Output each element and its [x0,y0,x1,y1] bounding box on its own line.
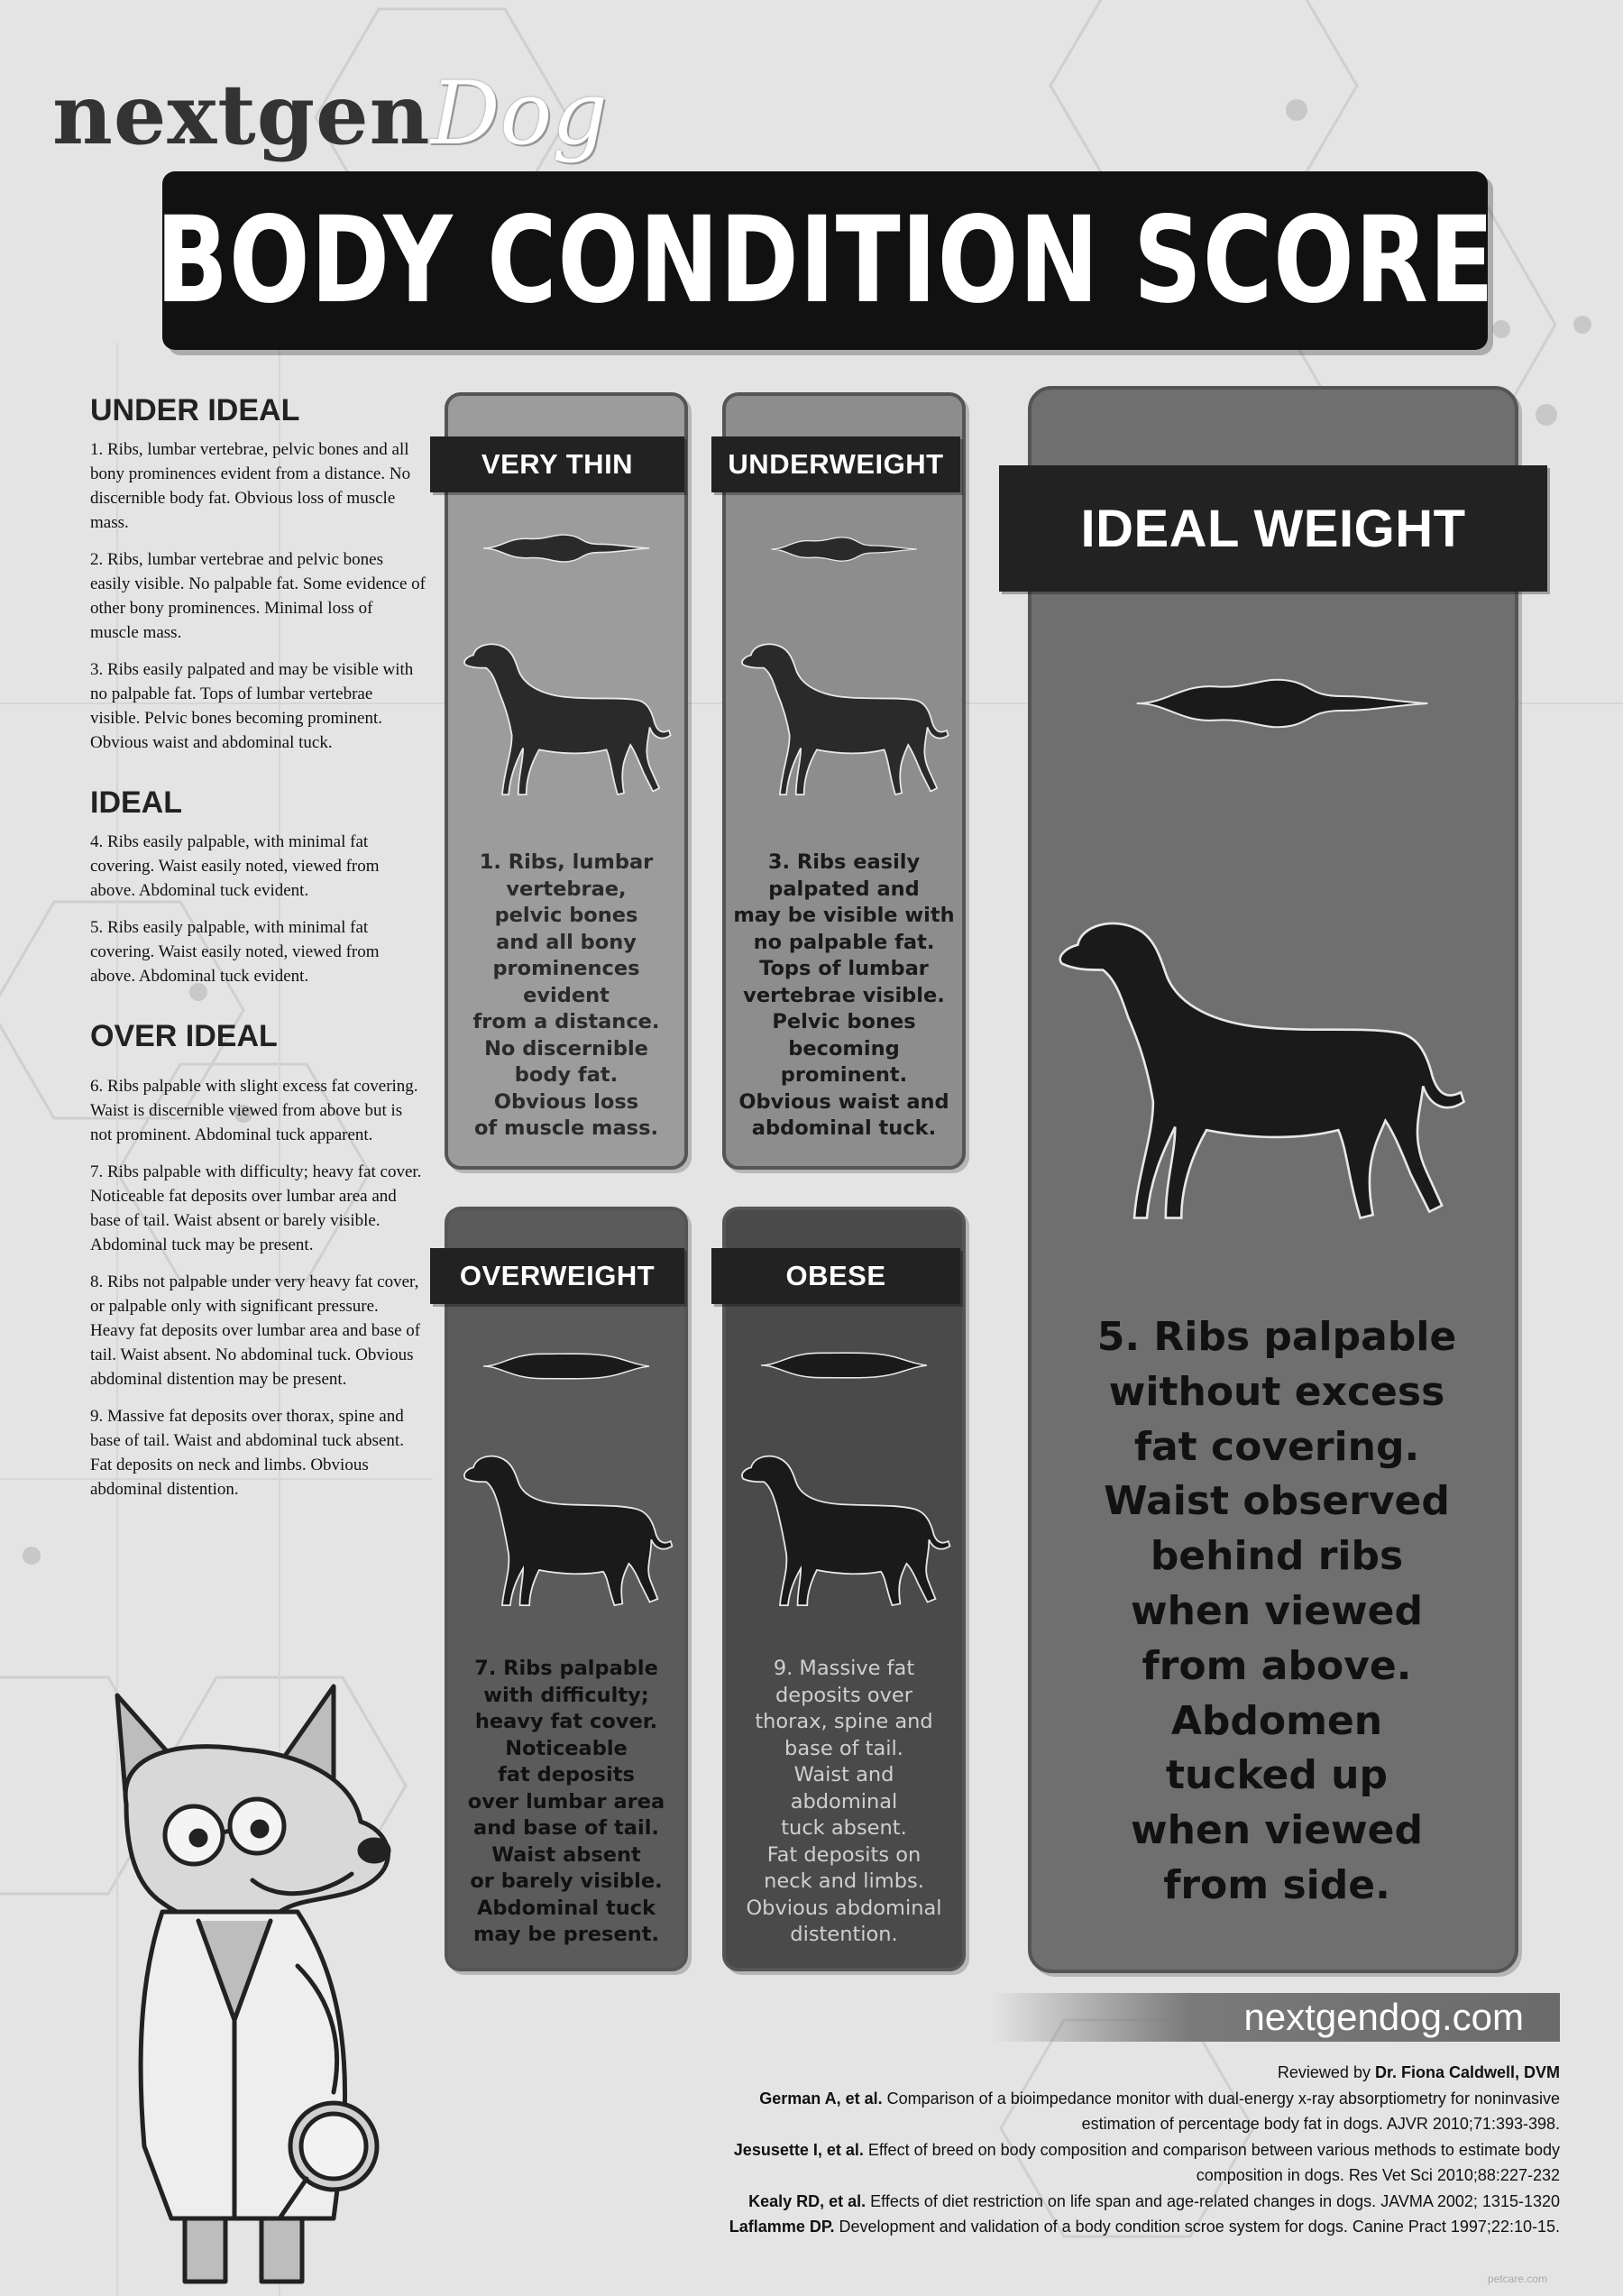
line: Waist observed [1104,1478,1450,1525]
card-underweight [722,392,966,1170]
line: distention. [790,1923,898,1946]
line: 5. Ribs palpable [1096,1314,1457,1360]
score-description: 1. Ribs, lumbar vertebrae, pelvic bones and all bony prominences evident from a distance. No discernible body fat. Obvious loss of muscle mass. [90,440,411,532]
line: 9. Massive fat [773,1657,915,1680]
line: Waist and [793,1763,894,1786]
line: and all bony [496,930,637,954]
score-description: 9. Massive fat deposits over thorax, spine and base of tail. Waist and abdominal tuck absent. Fat deposits on neck and limbs. Obvious abdominal distention. [90,1407,404,1499]
line: of muscle mass. [473,1116,659,1140]
line: Abdomen [1170,1697,1383,1744]
line: 1. Ribs, lumbar [479,850,654,874]
brand-name: nextgen [52,66,431,163]
brand-script: Dog [430,63,608,164]
line: thorax, spine and [755,1710,933,1733]
score-description: 6. Ribs palpable with slight excess fat covering. Waist is discernible viewed from above but is not prominent. Abdominal tuck apparent. [90,1077,418,1144]
top-view-thin-icon [481,528,652,569]
line: with difficulty; [483,1683,649,1707]
dog-scientist-mascot [63,1641,424,2296]
line: Tops of lumbar [759,957,929,980]
section-under-ideal [90,393,426,755]
line: from above. [1142,1642,1412,1689]
reference-item-cont: composition in dogs. Res Vet Sci 2010;88:227-232 [1196,2166,1560,2184]
watermark: petcare.com [1488,2273,1548,2285]
line: evident [523,983,610,1007]
line: vertebrae, [506,877,627,901]
line: tucked up [1166,1752,1388,1799]
line: without excess [1108,1368,1445,1415]
line: pelvic bones [494,904,638,927]
section-heading: OVER IDEAL [90,1019,278,1053]
line: may be visible with [733,904,955,927]
line: Abdominal tuck [476,1896,656,1920]
reference-item: Jesusette I, et al. Effect of breed on body composition and comparison between various methods to estimate body [733,2140,1560,2159]
line: Obvious abdominal [746,1896,942,1920]
card-description [457,850,675,1143]
dog-silhouette-icon [1050,893,1473,1235]
line: from a distance. [472,1010,660,1033]
line: from side. [1163,1861,1390,1908]
line: Obvious waist and [738,1089,949,1114]
score-description: 4. Ribs easily palpable, with minimal fat covering. Waist easily noted, viewed from above. Abdominal tuck evident. [90,832,380,900]
top-view-thin-icon [758,531,930,567]
line: 7. Ribs palpable [474,1657,658,1680]
section-ideal [90,785,426,988]
top-view-ideal-icon [1093,667,1472,739]
dog-silhouette-icon [737,1446,953,1607]
score-description: 5. Ribs easily palpable, with minimal fat covering. Waist easily noted, viewed from above. Abdominal tuck evident. [90,918,380,986]
line: vertebrae visible. [743,983,945,1007]
card-very-thin [445,392,688,1170]
line: Fat deposits on [766,1842,922,1867]
top-view-overweight-icon [481,1344,652,1389]
line: fat deposits [498,1763,635,1786]
title-banner [155,171,1495,350]
line: and base of tail. [473,1816,659,1840]
line: may be present. [472,1923,660,1946]
line: body fat. [514,1063,619,1087]
reference-item: Laflamme DP. Development and validation of a body condition scroe system for dogs. Canine Pract 1997;22:10-15. [729,2218,1560,2236]
references [658,2060,1560,2240]
reviewed-by: Reviewed by Dr. Fiona Caldwell, DVM [1277,2063,1560,2081]
line: Obvious loss [493,1089,639,1114]
score-description: 7. Ribs palpable with difficulty; heavy fat cover. Noticeable fat deposits over lumbar area and base of tail. Waist absent or barely visible. Abdominal tuck may be present. [90,1162,422,1254]
line: 3. Ribs easily [767,850,921,874]
top-view-obese-icon [758,1340,930,1391]
line: when viewed [1130,1587,1424,1634]
line: Noticeable [505,1736,628,1760]
card-label: OVERWEIGHT [430,1248,684,1304]
line: neck and limbs. [764,1869,924,1893]
line: heavy fat cover. [474,1710,658,1733]
reference-item: Kealy RD, et al. Effects of diet restriction on life span and age-related changes in dogs. JAVMA 2002; 1315-1320 [748,2191,1560,2210]
line: abdominal tuck. [751,1116,937,1140]
section-heading: UNDER IDEAL [90,393,300,427]
line: Waist absent [491,1842,641,1867]
line: or barely visible. [470,1869,663,1893]
page-title: BODY CONDITION SCORE [155,191,1495,330]
line: behind ribs [1150,1533,1404,1580]
reference-item-cont: estimation of percentage body fat in dogs. AJVR 2010;71:393-398. [1081,2115,1560,2133]
card-label: OBESE [711,1248,960,1304]
website-url[interactable]: nextgendog.com [1243,1996,1524,2038]
dog-silhouette-icon [459,1446,675,1607]
card-description [1068,1310,1486,1914]
score-description: 2. Ribs, lumbar vertebrae and pelvic bones easily visible. No palpable fat. Some evidence of other bony prominences. Minimal loss of muscle mass. [90,550,426,642]
card-description [729,850,958,1143]
line: over lumbar area [467,1789,665,1814]
website-banner [992,1993,1560,2042]
line: fat covering. [1133,1423,1420,1470]
brand-logo [52,63,608,179]
card-label: VERY THIN [430,436,684,492]
line: abdominal [790,1789,898,1814]
score-descriptions [90,393,426,1514]
card-ideal-weight [1028,386,1518,1973]
line: prominences [492,957,640,980]
line: deposits over [775,1683,913,1707]
line: prominent. [780,1063,908,1087]
score-description: 8. Ribs not palpable under very heavy fat cover, or palpable only with significant pressure. Heavy fat deposits over lumbar area and base of tail. Waist absent. No abdominal tuck. Obvious abdominal distention may be present. [90,1272,421,1389]
line: Pelvic bones [772,1010,916,1033]
card-description [729,1656,958,1949]
line: becoming [788,1036,900,1061]
dog-silhouette-icon [737,636,953,796]
section-heading: IDEAL [90,785,182,820]
score-description: 3. Ribs easily palpated and may be visible with no palpable fat. Tops of lumbar vertebrae visible. Pelvic bones becoming prominent. Obvious waist and abdominal tuck. [90,660,414,752]
reference-item: German A, et al. Comparison of a bioimpedance monitor with dual-energy x-ray absorptiometry for noninvasive [759,2089,1560,2108]
line: base of tail. [784,1736,903,1760]
card-label: UNDERWEIGHT [711,436,960,492]
line: palpated and [768,877,920,901]
card-overweight [445,1207,688,1971]
card-description [457,1656,675,1949]
line: no palpable fat. [753,930,935,954]
card-label: IDEAL WEIGHT [999,465,1547,592]
line: when viewed [1130,1807,1424,1854]
line: tuck absent. [781,1816,907,1840]
card-obese [722,1207,966,1971]
section-over-ideal [90,1019,426,1502]
dog-silhouette-icon [459,636,675,796]
reviewer-name: Dr. Fiona Caldwell, DVM [1374,2063,1560,2081]
line: No discernible [484,1036,648,1061]
